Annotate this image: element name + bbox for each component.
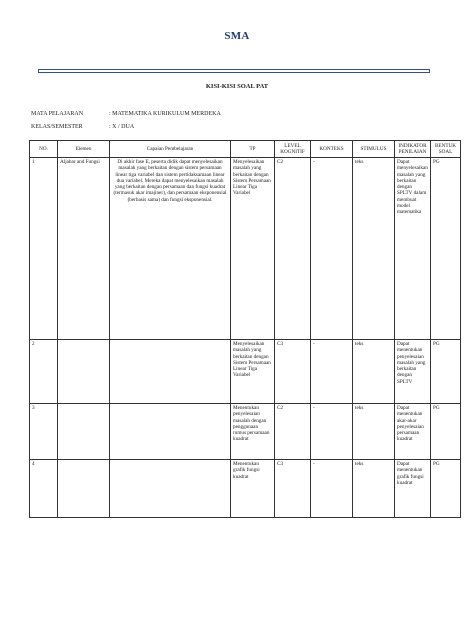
row-elemen <box>58 340 110 404</box>
table-row <box>30 404 461 460</box>
row-capaian-pembelajaran <box>110 340 231 404</box>
row-no: 1 <box>30 158 58 340</box>
class-semester-value: : X / DUA <box>109 124 135 130</box>
header-capaian-pembelajaran: Capaian Pembelajaran <box>110 141 231 158</box>
row-indikator: Dapat menentukan penyelesaian masalah yang berkaitan dengan SPLTV <box>395 340 431 404</box>
row-tp: Menentukan grafik fungsi kuadrat <box>231 460 275 518</box>
row-no: 2 <box>30 340 58 404</box>
row-stimulus: teks <box>353 158 395 340</box>
document-title: KISI-KISI SOAL PAT <box>205 83 269 90</box>
row-no: 4 <box>30 460 58 518</box>
row-no: 3 <box>30 404 58 460</box>
class-semester-label: KELAS/SEMESTER <box>31 124 83 130</box>
row-stimulus: teks <box>353 340 395 404</box>
row-level: C3 <box>275 460 311 518</box>
header-level-kognitif: LEVEL KOGNITIF <box>275 141 311 158</box>
row-tp: Menentukan penyelesaian masalah dengan penggunaan rumus persamaan kuadrat <box>231 404 275 460</box>
header-no: NO. <box>30 141 58 158</box>
header-stimulus: STIMULUS <box>353 141 395 158</box>
row-level: C2 <box>275 404 311 460</box>
header-divider <box>38 69 430 73</box>
table-row <box>30 340 461 404</box>
kisi-kisi-table <box>29 140 461 518</box>
row-elemen <box>58 460 110 518</box>
row-indikator: Dapat menentukan grafik fungsi kuadrat <box>395 460 431 518</box>
header-indikator-penilaian: INDIKATOR PENILAIAN <box>395 141 431 158</box>
row-indikator: Dapat menentukan akar-akar penyelesaian persamaan kuadrat <box>395 404 431 460</box>
row-tp: Menyelesaikan masalah yang berkaitan dengan Sistem Persamaan Linear Tiga Variabel <box>231 340 275 404</box>
header-tp: TP <box>231 141 275 158</box>
row-konteks: - <box>311 340 353 404</box>
row-stimulus: teks <box>353 404 395 460</box>
row-konteks: - <box>311 404 353 460</box>
row-stimulus: teks <box>353 460 395 518</box>
row-elemen: Aljabar and Fungsi <box>58 158 110 340</box>
row-capaian-pembelajaran: Di akhir fase E, peserta didik dapat menyelesaikan masalah yang berkaitan dengan sistem persamaan linear tiga variabel dan sistem pertidaksamaan linear dua variabel. Mereka dapat menyelesaikan masalah yang berkaitan dengan persamaan dan fungsi kuadrat (termasuk akar imajiner), dan persamaan eksponensial (berbasis sama) dan fungsi eksponensial. <box>110 158 231 340</box>
row-tp: Menyelesaikan masalah yang berkaitan dengan Sistem Persamaan Linear Tiga Variabel <box>231 158 275 340</box>
table-header-row <box>30 141 461 158</box>
row-capaian-pembelajaran <box>110 404 231 460</box>
row-capaian-pembelajaran <box>110 460 231 518</box>
subject-value: : MATEMATIKA KURIKULUM MERDEKA <box>109 111 221 117</box>
row-indikator: Dapat menyelesaikan masalah yang berkaitan dengan SPLTV dalam membuat model matematika <box>395 158 431 340</box>
row-elemen <box>58 404 110 460</box>
header-elemen: Elemen <box>58 141 110 158</box>
table-row <box>30 158 461 340</box>
school-name: SMA <box>224 30 250 42</box>
row-bentuk: PG <box>431 340 461 404</box>
header-bentuk-soal: BENTUK SOAL <box>431 141 461 158</box>
row-level: C3 <box>275 340 311 404</box>
row-level: C2 <box>275 158 311 340</box>
row-konteks: - <box>311 158 353 340</box>
row-bentuk: PG <box>431 460 461 518</box>
table-row <box>30 460 461 518</box>
subject-label: MATA PELAJARAN <box>31 111 84 117</box>
header-konteks: KONTEKS <box>311 141 353 158</box>
row-bentuk: PG <box>431 404 461 460</box>
row-bentuk: PG <box>431 158 461 340</box>
row-konteks: - <box>311 460 353 518</box>
